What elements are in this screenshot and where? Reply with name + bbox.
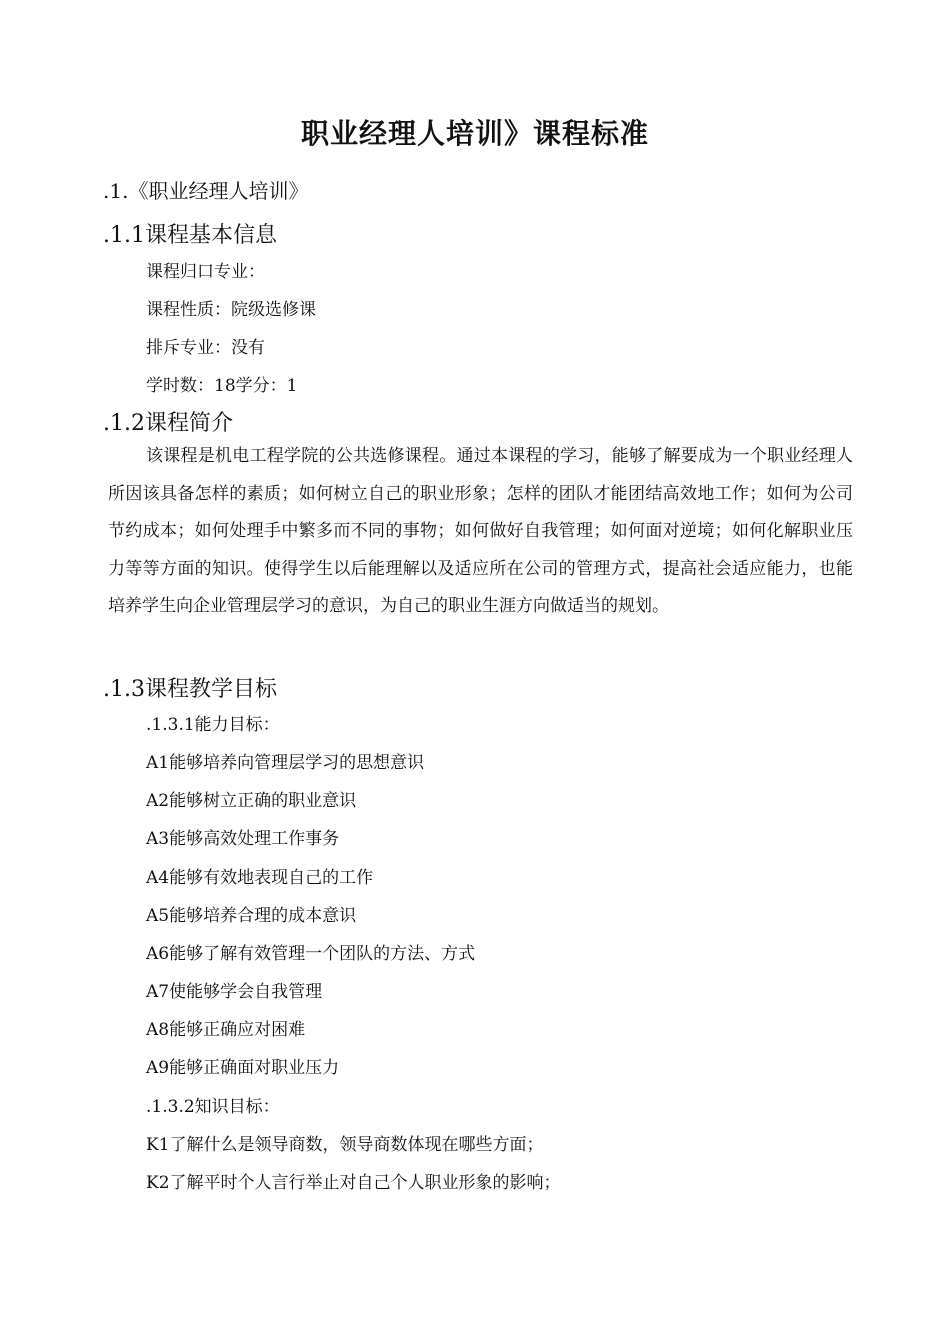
ability-item: A5能够培养合理的成本意识: [146, 906, 357, 926]
ability-item: A7使能够学会自我管理: [146, 982, 323, 1002]
course-intro-paragraph: 该课程是机电工程学院的公共选修课程。通过本课程的学习，能够了解要成为一个职业经理人所因该具备怎样的素质；如何树立自己的职业形象；怎样的团队才能团结高效地工作；如何为公司节约成本；如何处理手中繁多而不同的事物；如何做好自我管理；如何面对逆境；如何化解职业压力等等方面的知识。使得学生以后能理解以及适应所在公司的管理方式，提高社会适应能力，也能培养学生向企业管理层学习的意识，为自己的职业生涯方向做适当的规划。: [108, 446, 853, 616]
ability-item: A1能够培养向管理层学习的思想意识: [146, 753, 425, 773]
info-line: 排斥专业：没有: [146, 338, 265, 358]
ability-item: A6能够了解有效管理一个团队的方法、方式: [146, 944, 476, 964]
ability-item: A8能够正确应对困难: [146, 1020, 306, 1040]
info-line: 课程性质：院级选修课: [146, 300, 316, 320]
knowledge-heading: .1.3.2知识目标：: [146, 1097, 280, 1117]
ability-item: A3能够高效处理工作事务: [146, 829, 340, 849]
ability-item: A4能够有效地表现自己的工作: [146, 868, 374, 888]
section-heading-1-2: .1.2课程简介: [103, 411, 233, 436]
info-line: 课程归口专业：: [146, 262, 265, 282]
document-title: 职业经理人培训》课程标准: [300, 117, 649, 150]
section-heading-1-3: .1.3课程教学目标: [103, 677, 277, 702]
ability-item: A2能够树立正确的职业意识: [146, 791, 357, 811]
section-heading-1: .1.《职业经理人培训》: [103, 179, 309, 203]
info-line: 学时数：18学分：1: [146, 376, 298, 396]
ability-heading: .1.3.1能力目标：: [146, 715, 280, 735]
knowledge-item: K1了解什么是领导商数，领导商数体现在哪些方面；: [146, 1135, 544, 1155]
section-heading-1-1: .1.1课程基本信息: [103, 223, 277, 248]
knowledge-item: K2了解平时个人言行举止对自己个人职业形象的影响；: [146, 1173, 561, 1193]
ability-item: A9能够正确面对职业压力: [146, 1058, 340, 1078]
